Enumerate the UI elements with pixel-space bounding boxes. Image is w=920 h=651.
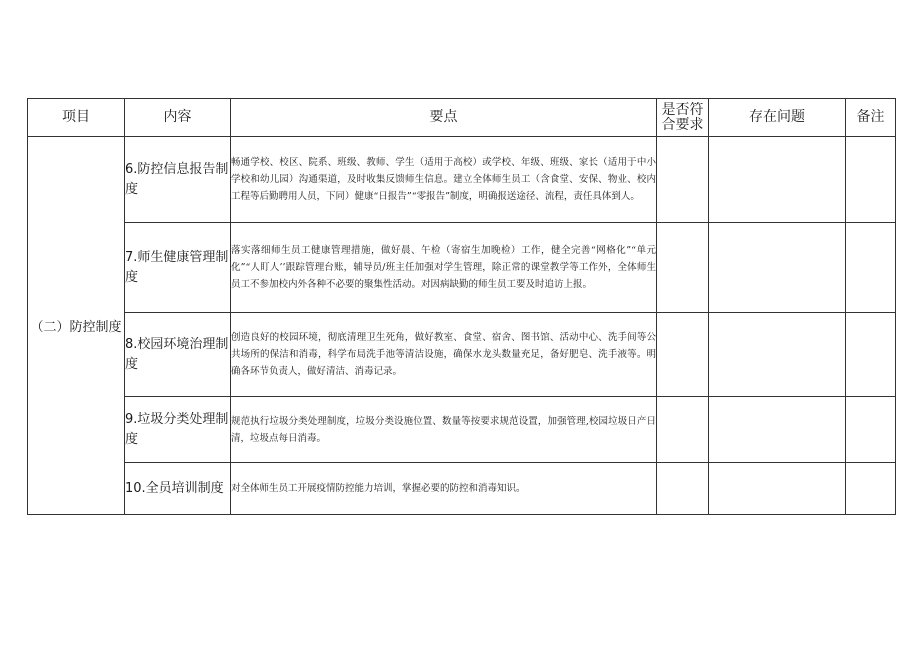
table-row xyxy=(28,223,896,313)
item-cell: 10.全员培训制度 xyxy=(125,463,231,515)
remarks-cell xyxy=(846,313,896,397)
table-row xyxy=(28,313,896,397)
issues-cell xyxy=(709,137,846,223)
issues-cell xyxy=(709,397,846,463)
table-row xyxy=(28,137,896,223)
header-compliant: 是否符合要求 xyxy=(657,99,709,137)
table-row xyxy=(28,397,896,463)
header-issues: 存在问题 xyxy=(709,99,846,137)
issues-cell xyxy=(709,463,846,515)
points-cell: 规范执行垃圾分类处理制度，垃圾分类设施位置、数量等按要求规范设置，加强管理,校园垃圾日产日清，垃圾点每日消毒。 xyxy=(231,397,657,463)
header-points: 要点 xyxy=(231,99,657,137)
compliant-cell xyxy=(657,397,709,463)
inspection-table xyxy=(27,98,896,515)
header-content: 内容 xyxy=(125,99,231,137)
item-cell: 7.师生健康管理制度 xyxy=(125,223,231,313)
compliant-cell xyxy=(657,223,709,313)
points-cell: 创造良好的校园环境，彻底清理卫生死角，做好教室、食堂、宿舍、图书馆、活动中心、洗手间等公共场所的保洁和消毒，科学布局洗手池等清洁设施，确保水龙头数量充足，备好肥皂、洗手液等。明确各环节负责人，做好清洁、消毒记录。 xyxy=(231,313,657,397)
header-remarks: 备注 xyxy=(846,99,896,137)
remarks-cell xyxy=(846,397,896,463)
points-cell: 对全体师生员工开展疫情防控能力培训，掌握必要的防控和消毒知识。 xyxy=(231,463,657,515)
item-cell: 6.防控信息报告制度 xyxy=(125,137,231,223)
table-row xyxy=(28,463,896,515)
issues-cell xyxy=(709,223,846,313)
item-cell: 9.垃圾分类处理制度 xyxy=(125,397,231,463)
remarks-cell xyxy=(846,463,896,515)
remarks-cell xyxy=(846,137,896,223)
points-cell: 落实落细师生员工健康管理措施，做好晨、午检（寄宿生加晚检）工作，健全完善“网格化”“单元化”“人盯人’’跟踪管理台账，辅导员/班主任加强对学生管理，除正常的课堂教学等工作外，全体师生员工不参加校内外各种不必要的聚集性活动。对因病缺勤的师生员工要及时追访上报。 xyxy=(231,223,657,313)
issues-cell xyxy=(709,313,846,397)
item-cell: 8.校园环境治理制度 xyxy=(125,313,231,397)
compliant-cell xyxy=(657,313,709,397)
table-header-row xyxy=(28,99,896,137)
compliant-cell xyxy=(657,137,709,223)
points-cell: 畅通学校、校区、院系、班级、教师、学生（适用于高校）或学校、年级、班级、家长（适用于中小学校和幼儿园）沟通渠道，及时收集反馈师生信息。建立全体师生员工（含食堂、安保、物业、校内工程等后勤聘用人员，下同）健康“日报告”“零报告”制度，明确报送途径、流程，责任具体到人。 xyxy=(231,137,657,223)
category-cell: （二）防控制度 xyxy=(28,137,125,515)
remarks-cell xyxy=(846,223,896,313)
header-project: 项目 xyxy=(28,99,125,137)
compliant-cell xyxy=(657,463,709,515)
